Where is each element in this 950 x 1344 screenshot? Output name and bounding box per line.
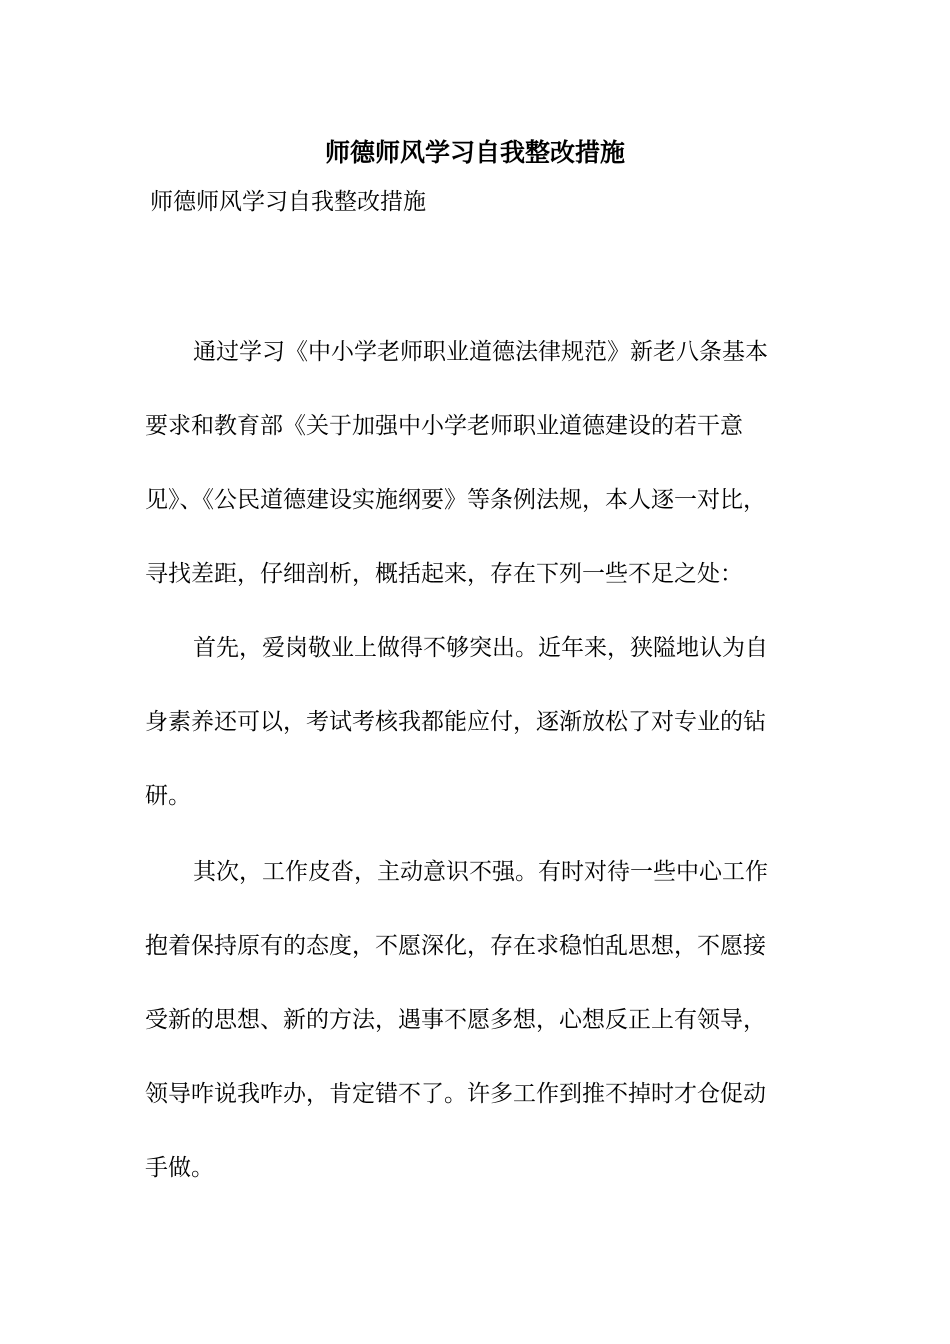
paragraph-3	[145, 835, 825, 1205]
document-subtitle: 师德师风学习自我整改措施	[150, 189, 426, 215]
paragraph-1	[145, 315, 825, 611]
paragraph-line: 寻找差距，仔细剖析，概括起来，存在下列一些不足之处：	[145, 561, 743, 587]
paragraph-line: 受新的思想、新的方法，遇事不愿多想，心想反正上有领导，	[145, 1007, 766, 1033]
paragraph-line: 见》、《公民道德建设实施纲要》等条例法规，本人逐一对比，	[145, 487, 766, 513]
paragraph-line: 研。	[145, 783, 191, 809]
paragraph-line: 首先，爱岗敬业上做得不够突出。近年来，狭隘地认为自	[193, 635, 768, 661]
paragraph-line: 领导咋说我咋办，肯定错不了。许多工作到推不掉时才仓促动	[145, 1081, 766, 1107]
paragraph-line: 通过学习《中小学老师职业道德法律规范》新老八条基本	[193, 339, 768, 365]
paragraph-line: 要求和教育部《关于加强中小学老师职业道德建设的若干意	[145, 413, 743, 439]
document-title: 师德师风学习自我整改措施	[324, 138, 625, 167]
paragraph-line: 抱着保持原有的态度，不愿深化，存在求稳怕乱思想，不愿接	[145, 933, 766, 959]
paragraph-line: 手做。	[145, 1155, 214, 1181]
paragraph-line: 身素养还可以，考试考核我都能应付，逐渐放松了对专业的钻	[145, 709, 766, 735]
paragraph-line: 其次，工作皮沓，主动意识不强。有时对待一些中心工作	[193, 859, 768, 885]
paragraph-2	[145, 611, 825, 833]
